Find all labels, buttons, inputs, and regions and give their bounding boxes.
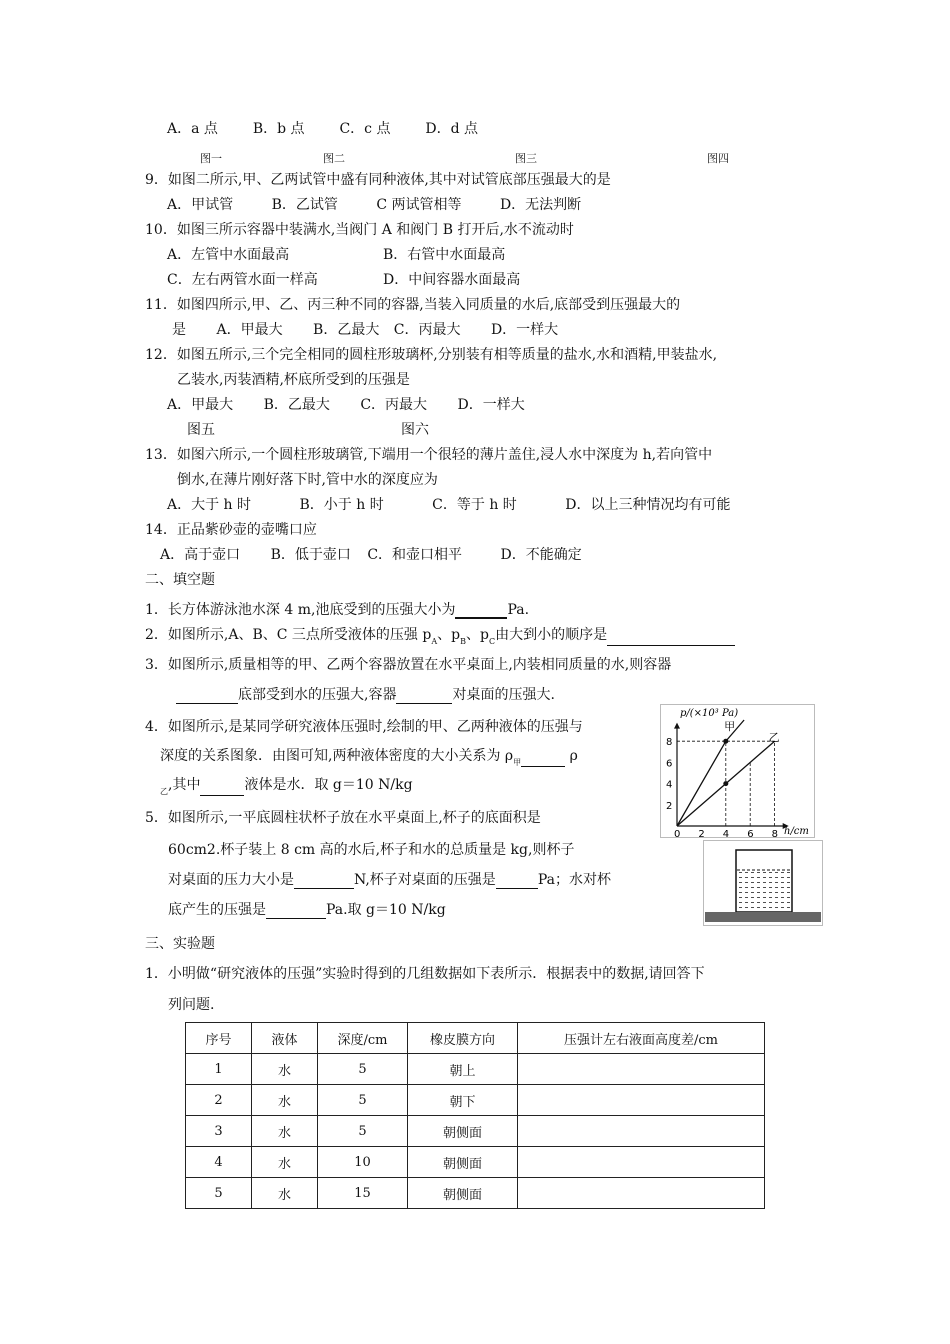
pressure-depth-chart (660, 704, 815, 838)
fill-5-blank-2[interactable] (496, 874, 538, 889)
q9-text: 9．如图二所示,甲、乙两试管中盛有同种液体,其中对试管底部压强最大的是 (145, 172, 611, 188)
fill-5-line4: 底产生的压强是 Pa.取 g＝10 N/kg (168, 902, 446, 918)
fill-4-line1: 4．如图所示,是某同学研究液体压强时,绘制的甲、乙两种液体的压强与 (145, 719, 583, 735)
chart-x-tick-label: 4 (722, 829, 730, 838)
fill-3-line2: 底部受到水的压强大,容器 对桌面的压强大. (176, 686, 555, 704)
table-cell: 水 (252, 1147, 318, 1178)
chart-series-label: 乙 (768, 731, 780, 745)
table-cell: 朝侧面 (408, 1116, 518, 1147)
table-cell: 10 (318, 1147, 408, 1178)
q10-option-b: B．右管中水面最高 (383, 247, 506, 263)
fill-4-blank-2[interactable] (200, 781, 244, 796)
section2-title: 二、填空题 (145, 572, 215, 588)
q9-options: A．甲试管 B．乙试管 C 两试管相等 D．无法判断 (167, 197, 582, 213)
chart-frame (661, 705, 815, 838)
q12-options: A．甲最大 B．乙最大 C．丙最大 D．一样大 (167, 397, 525, 413)
table-cell: 5 (318, 1116, 408, 1147)
table-cell-blank[interactable] (518, 1085, 765, 1116)
chart-y-tick-label: 2 (666, 800, 673, 812)
exp-1-line1: 1．小明做“研究液体的压强”实验时得到的几组数据如下表所示．根据表中的数据,请回答下 (145, 966, 705, 982)
q10-option-d: D．中间容器水面最高 (383, 272, 521, 288)
table-row (186, 1147, 765, 1178)
chart-series-label: 甲 (724, 720, 736, 733)
q10-option-a: A．左管中水面最高 (167, 247, 290, 263)
table-cell: 朝上 (408, 1054, 518, 1085)
fill-5-line1: 5．如图所示,一平底圆柱状杯子放在水平桌面上,杯子的底面积是 (145, 810, 541, 826)
chart-x-tick-label: 8 (771, 829, 778, 838)
fill-3-blank-1[interactable] (176, 689, 238, 704)
q11-line1: 11．如图四所示,甲、乙、丙三种不同的容器,当装入同质量的水后,底部受到压强最大的 (145, 297, 681, 313)
table-header: 深度/cm (318, 1023, 408, 1054)
data-table (185, 1022, 765, 1209)
q14-options: A．高于壶口 B．低于壶口 C．和壶口相平 D．不能确定 (160, 547, 582, 563)
cup-on-table-figure (703, 840, 823, 926)
q12-line2: 乙装水,丙装酒精,杯底所受到的压强是 (177, 372, 410, 388)
caption-fig2: 图二 (323, 152, 345, 165)
q8-options: A．a 点 B．b 点 C．c 点 D．d 点 (167, 121, 478, 137)
table-header: 压强计左右液面高度差/cm (518, 1023, 765, 1054)
fill-4-line2: 深度的关系图象．由图可知,两种液体密度的大小关系为 $\rho_甲$ ρ (160, 748, 578, 767)
table-header: 液体 (252, 1023, 318, 1054)
table-cell-blank[interactable] (518, 1054, 765, 1085)
fill-5-blank-3[interactable] (266, 904, 326, 919)
chart-data-point (723, 781, 728, 786)
fill-3-blank-2[interactable] (396, 689, 452, 704)
fill-4-line3: $_乙$,其中 液体是水．取 g＝10 N/kg (160, 777, 413, 796)
chart-x-tick-label: 0 (674, 829, 681, 838)
fill-4-blank-1[interactable] (521, 752, 565, 767)
section3-title: 三、实验题 (145, 936, 215, 952)
q12-line1: 12．如图五所示,三个完全相同的圆柱形玻璃杯,分别装有相等质量的盐水,水和酒精,甲装盐水, (145, 347, 718, 363)
table-cell: 5 (318, 1085, 408, 1116)
water-fill (737, 870, 791, 911)
chart-data-point (723, 739, 728, 744)
caption-fig6: 图六 (401, 422, 429, 438)
table-row (186, 1054, 765, 1085)
table-cell: 1 (186, 1054, 252, 1085)
table-cell: 2 (186, 1085, 252, 1116)
q10-text: 10．如图三所示容器中装满水,当阀门 A 和阀门 B 打开后,水不流动时 (145, 222, 574, 238)
table-cell: 15 (318, 1178, 408, 1209)
q13-line1: 13．如图六所示,一个圆柱形玻璃管,下端用一个很轻的薄片盖住,浸人水中深度为 h,若向管中 (145, 447, 713, 463)
chart-x-tick-label: 6 (747, 829, 754, 838)
caption-fig1: 图一 (200, 152, 222, 165)
q14-text: 14．正品紫砂壶的壶嘴口应 (145, 522, 317, 538)
q11-line2: 是 A．甲最大 B．乙最大 C．丙最大 D．一样大 (172, 322, 559, 338)
chart-y-tick-label: 4 (666, 779, 673, 791)
fill-5-line2: 60cm2.杯子装上 8 cm 高的水后,杯子和水的总质量是 kg,则杯子 (168, 842, 575, 858)
table-cell: 3 (186, 1116, 252, 1147)
table-header-row (186, 1023, 765, 1054)
table-cell: 朝下 (408, 1085, 518, 1116)
table-cell: 朝侧面 (408, 1147, 518, 1178)
table-cell: 4 (186, 1147, 252, 1178)
table-cell: 5 (186, 1178, 252, 1209)
chart-y-tick-label: 6 (666, 758, 673, 770)
table-cell: 5 (318, 1054, 408, 1085)
fill-2-blank[interactable] (607, 631, 735, 646)
fill-1: 1．长方体游泳池水深 4 m,池底受到的压强大小为 Pa. (145, 602, 530, 618)
chart-ylabel: p/(×10³ Pa) (680, 708, 739, 719)
table-row (186, 1116, 765, 1147)
caption-fig3: 图三 (515, 152, 537, 165)
fill-1-blank[interactable] (455, 603, 507, 619)
fill-5-line3: 对桌面的压力大小是 N,杯子对桌面的压强是 Pa；水对杯 (168, 872, 611, 888)
exp-1-line2: 列问题. (168, 997, 215, 1013)
table-cell: 水 (252, 1054, 318, 1085)
table-cell: 水 (252, 1116, 318, 1147)
table-cell: 朝侧面 (408, 1178, 518, 1209)
caption-fig5: 图五 (187, 422, 215, 438)
q13-line2: 倒水,在薄片刚好落下时,管中水的深度应为 (177, 472, 438, 488)
fill-5-blank-1[interactable] (294, 874, 354, 889)
fill-3-line1: 3．如图所示,质量相等的甲、乙两个容器放置在水平桌面上,内装相同质量的水,则容器 (145, 657, 672, 673)
chart-x-tick-label: 2 (698, 829, 705, 838)
table-cell: 水 (252, 1178, 318, 1209)
table-cell-blank[interactable] (518, 1178, 765, 1209)
table-cell-blank[interactable] (518, 1116, 765, 1147)
fill-2: 2．如图所示,A、B、C 三点所受液体的压强 $p_A$、$p_B$、$p_C$由大到小的顺序是 (145, 626, 735, 646)
chart-xlabel: h/cm (784, 826, 809, 837)
table-surface (705, 912, 821, 922)
table-header: 橡皮膜方向 (408, 1023, 518, 1054)
table-header: 序号 (186, 1023, 252, 1054)
q10-option-c: C．左右两管水面一样高 (167, 272, 318, 288)
table-cell-blank[interactable] (518, 1147, 765, 1178)
table-cell: 水 (252, 1085, 318, 1116)
caption-fig4: 图四 (707, 152, 729, 165)
table-row (186, 1085, 765, 1116)
q13-options: A．大于 h 时 B．小于 h 时 C．等于 h 时 D．以上三种情况均有可能 (167, 497, 731, 513)
table-row (186, 1178, 765, 1209)
chart-y-tick-label: 8 (666, 737, 673, 749)
